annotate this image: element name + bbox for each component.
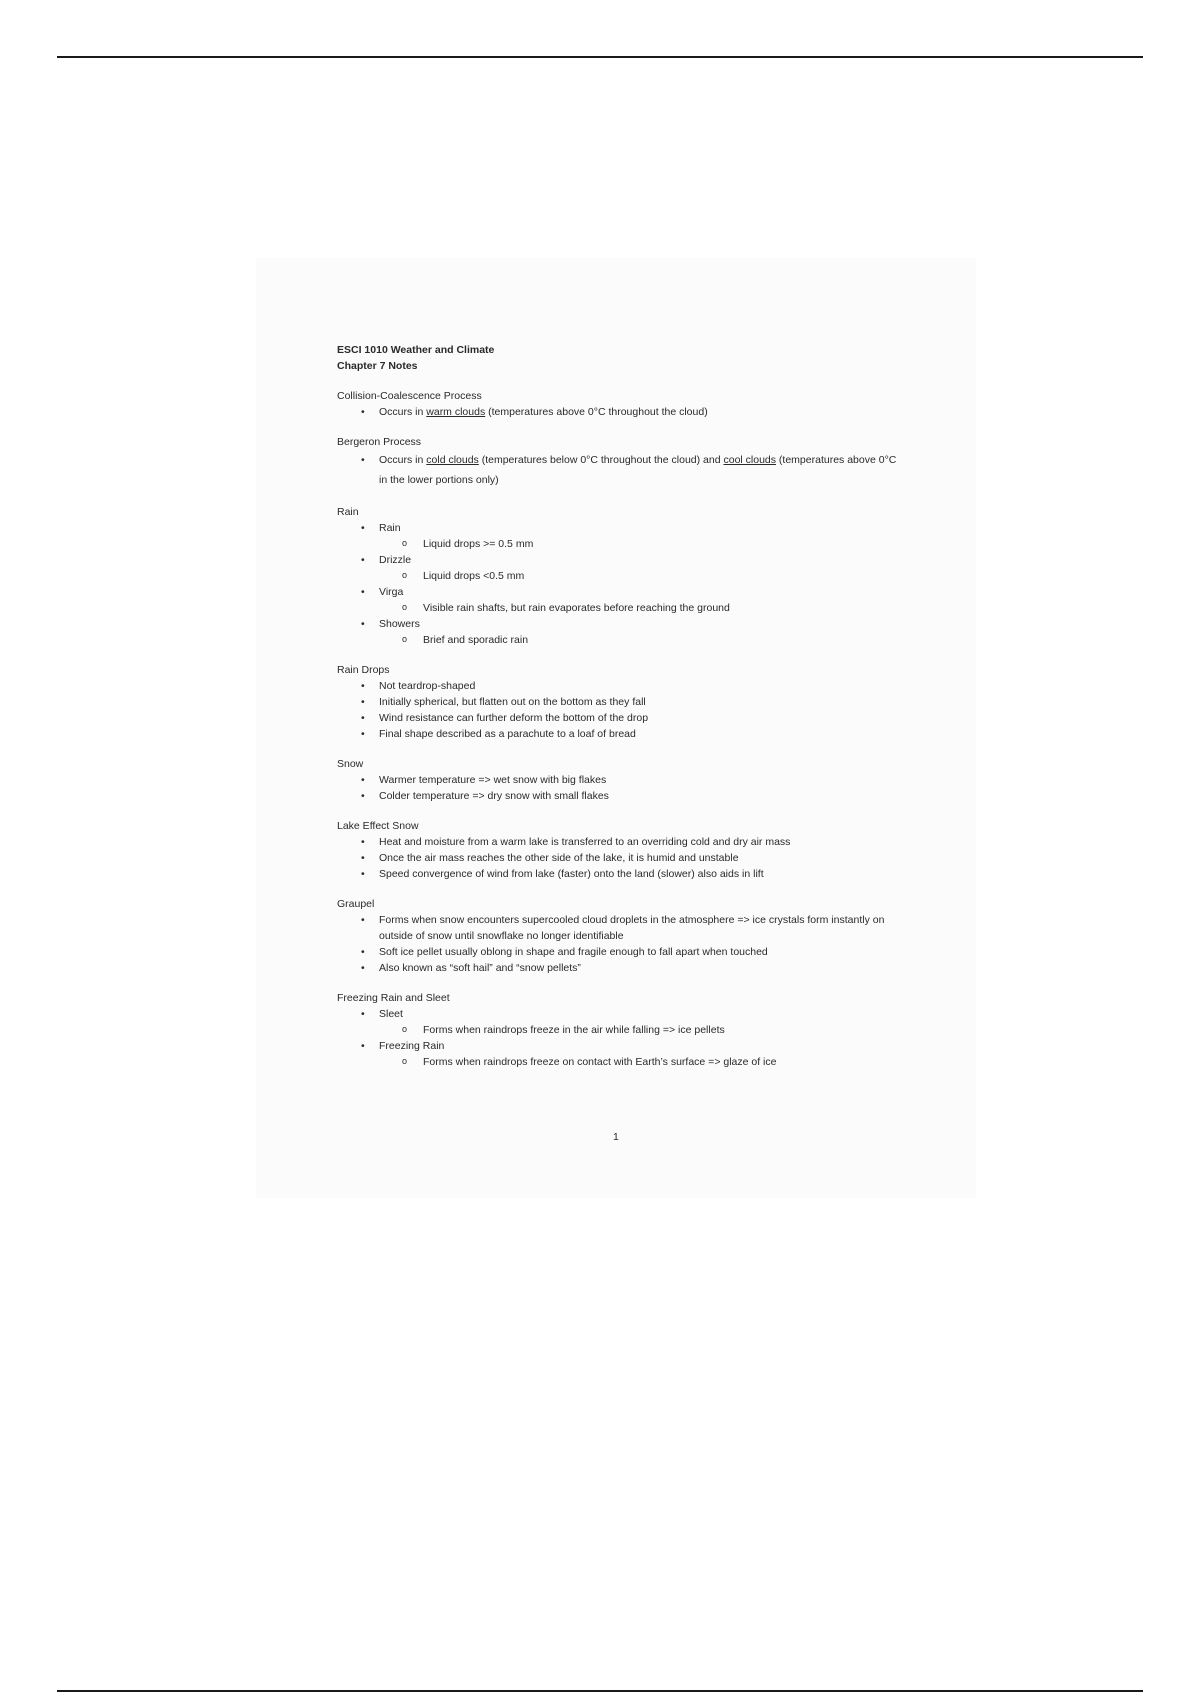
sub-list-item: o Liquid drops >= 0.5 mm <box>337 536 897 552</box>
underlined-term: cold clouds <box>426 454 479 466</box>
list-item: • Wind resistance can further deform the bottom of the drop <box>337 710 897 726</box>
chapter-title: Chapter 7 Notes <box>337 360 418 372</box>
list-item: • Soft ice pellet usually oblong in shape and fragile enough to fall apart when touched <box>337 944 897 960</box>
sub-list-item: o Forms when raindrops freeze in the air while falling => ice pellets <box>337 1022 897 1038</box>
section-snow <box>337 756 897 804</box>
list-item: • Final shape described as a parachute to a loaf of bread <box>337 726 897 742</box>
bullet-list <box>337 1006 897 1070</box>
document-content <box>337 342 897 1070</box>
page-number: 1 <box>613 1131 619 1143</box>
section-lake-effect-snow <box>337 818 897 882</box>
section-heading: Lake Effect Snow <box>337 820 419 832</box>
section-heading: Bergeron Process <box>337 436 422 448</box>
list-item: • Colder temperature => dry snow with small flakes <box>337 788 897 804</box>
section-graupel <box>337 896 897 976</box>
list-item: • Not teardrop-shaped <box>337 678 897 694</box>
list-item: • Rain <box>337 520 897 536</box>
bullet-list <box>337 834 897 882</box>
list-item: • Heat and moisture from a warm lake is transferred to an overriding cold and dry air mass <box>337 834 897 850</box>
bullet-list <box>337 450 897 490</box>
bottom-rule <box>57 1690 1143 1692</box>
top-rule <box>57 56 1143 58</box>
list-item: • Drizzle <box>337 552 897 568</box>
text: Occurs in <box>379 406 427 418</box>
sub-list-item: o Liquid drops <0.5 mm <box>337 568 897 584</box>
list-item: • Forms when snow encounters supercooled cloud droplets in the atmosphere => ice crystals form instantly on outside of snow until snowflake no longer identifiable <box>337 912 897 944</box>
list-item: • Sleet <box>337 1006 897 1022</box>
section-heading: Freezing Rain and Sleet <box>337 992 450 1004</box>
section-heading: Collision-Coalescence Process <box>337 390 482 402</box>
course-title: ESCI 1010 Weather and Climate <box>337 344 495 356</box>
text: Occurs in <box>379 454 427 466</box>
section-heading: Rain Drops <box>337 664 390 676</box>
sub-list-item: o Forms when raindrops freeze on contact with Earth’s surface => glaze of ice <box>337 1054 897 1070</box>
bullet-list <box>337 912 897 976</box>
underlined-term: warm clouds <box>426 406 486 418</box>
bullet-list <box>337 678 897 742</box>
bullet-list <box>337 520 897 648</box>
sub-list-item: o Brief and sporadic rain <box>337 632 897 648</box>
section-freezing-rain-and-sleet <box>337 990 897 1070</box>
list-item: • Initially spherical, but flatten out on the bottom as they fall <box>337 694 897 710</box>
list-item <box>337 450 897 490</box>
list-item: • Warmer temperature => wet snow with big flakes <box>337 772 897 788</box>
bullet-list <box>337 772 897 804</box>
text: (temperatures above 0°C throughout the cloud) <box>485 406 708 418</box>
list-item: • Once the air mass reaches the other side of the lake, it is humid and unstable <box>337 850 897 866</box>
underlined-term: cool clouds <box>723 454 777 466</box>
bullet-list <box>337 404 897 420</box>
list-item: • Also known as “soft hail” and “snow pellets” <box>337 960 897 976</box>
section-heading: Snow <box>337 758 364 770</box>
list-item <box>337 404 897 420</box>
list-item: • Freezing Rain <box>337 1038 897 1054</box>
list-item: • Virga <box>337 584 897 600</box>
section-bergeron <box>337 434 897 490</box>
section-rain <box>337 504 897 648</box>
text: (temperatures above 0°C in the lower portions only) <box>379 454 897 486</box>
section-heading: Rain <box>337 506 359 518</box>
section-rain-drops <box>337 662 897 742</box>
sub-list-item: o Visible rain shafts, but rain evaporates before reaching the ground <box>337 600 897 616</box>
section-collision <box>337 388 897 420</box>
list-item: • Speed convergence of wind from lake (faster) onto the land (slower) also aids in lift <box>337 866 897 882</box>
text: (temperatures below 0°C throughout the cloud) and <box>478 454 724 466</box>
section-heading: Graupel <box>337 898 375 910</box>
list-item: • Showers <box>337 616 897 632</box>
